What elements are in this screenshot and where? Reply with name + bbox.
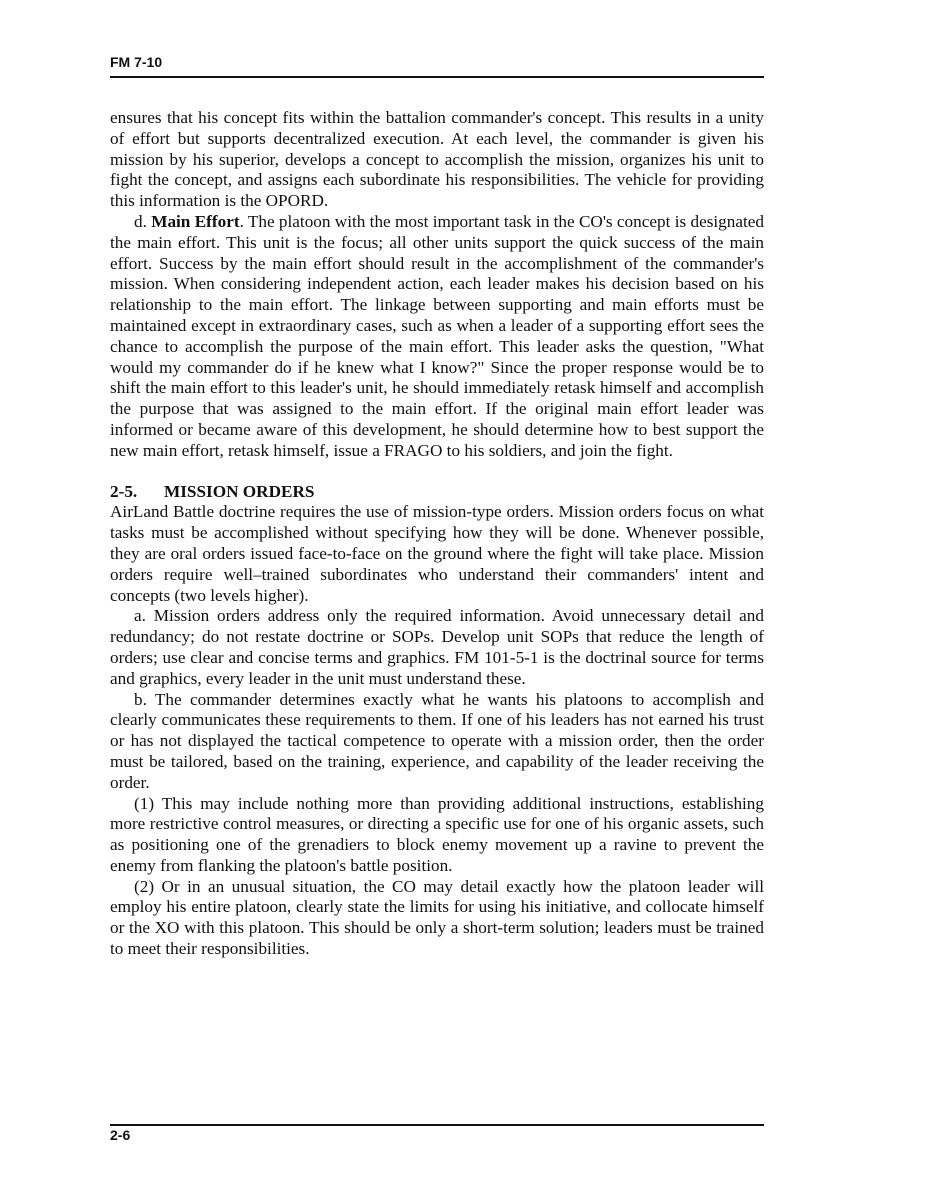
section-intro: AirLand Battle doctrine requires the use of mission-type orders. Mission orders focus on what tasks must be accomplished without specifying how they will be done. Whenever possible, they are oral orders issued face-to-face on the ground where the fight will take place. Mission orders require well–trained subordinates who understand their commanders' intent and concepts (two levels higher).	[110, 502, 764, 605]
page-body	[110, 108, 764, 960]
paragraph-continuation: ensures that his concept fits within the battalion commander's concept. This results in a unity of effort but supports decentralized execution. At each level, the commander is given his mission by his superior, develops a concept to accomplish the mission, organizes his unit to fight the concept, and assigns each subordinate his responsibilities. The vehicle for providing this information is the OPORD.	[110, 108, 764, 211]
footer-divider	[110, 1124, 764, 1126]
header-divider	[110, 76, 764, 78]
subparagraph-b1: (1) This may include nothing more than providing additional instructions, establishing more restrictive control measures, or directing a specific use for one of his organic assets, such as positioning one of the grenadiers to block enemy movement up a ravine to prevent the enemy from flanking the platoon's battle position.	[110, 793, 764, 875]
section-title: MISSION ORDERS	[164, 481, 315, 501]
paragraph-text: . The platoon with the most important task in the CO's concept is designated the main effort. This unit is the focus; all other units support the quick success of the main effort. Success by the main effort should result in the accomplishment of the commander's mission. When considering independent action, each leader makes his decision based on his relationship to the main effort. The linkage between supporting and main efforts must be maintained except in extraordinary cases, such as when a leader of a supporting effort sees the chance to accomplish the purpose of the main effort. This leader asks the question, "What would my commander do if he knew what I know?" Since the proper response would be to shift the main effort to this leader's unit, he should immediately retask himself and accomplish the purpose that was assigned to the main effort. If the original main effort leader was informed or became aware of this development, he should determine how to best support the new main effort, retask himself, issue a FRAGO to his soldiers, and join the fight.	[110, 211, 764, 460]
paragraph-label: d.	[134, 211, 147, 231]
section-spacer	[110, 462, 764, 482]
paragraph-main-effort	[110, 212, 764, 462]
paragraph-b: b. The commander determines exactly what he wants his platoons to accomplish and clearly communicates these requirements to them. If one of his leaders has not earned his trust or has not displayed the tactical competence to operate with a mission order, then the order must be tailored, based on the training, experience, and capability of the leader receiving the order.	[110, 689, 764, 792]
running-header: FM 7-10	[110, 54, 163, 70]
section-number: 2-5.	[110, 481, 138, 501]
run-in-heading: Main Effort	[151, 211, 240, 231]
paragraph-a: a. Mission orders address only the required information. Avoid unnecessary detail and redundancy; do not restate doctrine or SOPs. Develop unit SOPs that reduce the length of orders; use clear and concise terms and graphics. FM 101-5-1 is the doctrinal source for terms and graphics, every leader in the unit must understand these.	[110, 606, 764, 688]
subparagraph-b2: (2) Or in an unusual situation, the CO may detail exactly how the platoon leader will employ his entire platoon, clearly state the limits for using his initiative, and collocate himself or the XO with this platoon. This should be only a short-term solution; leaders must be trained to meet their responsibilities.	[110, 876, 764, 959]
page-number: 2-6	[110, 1127, 131, 1143]
section-heading	[110, 482, 764, 503]
